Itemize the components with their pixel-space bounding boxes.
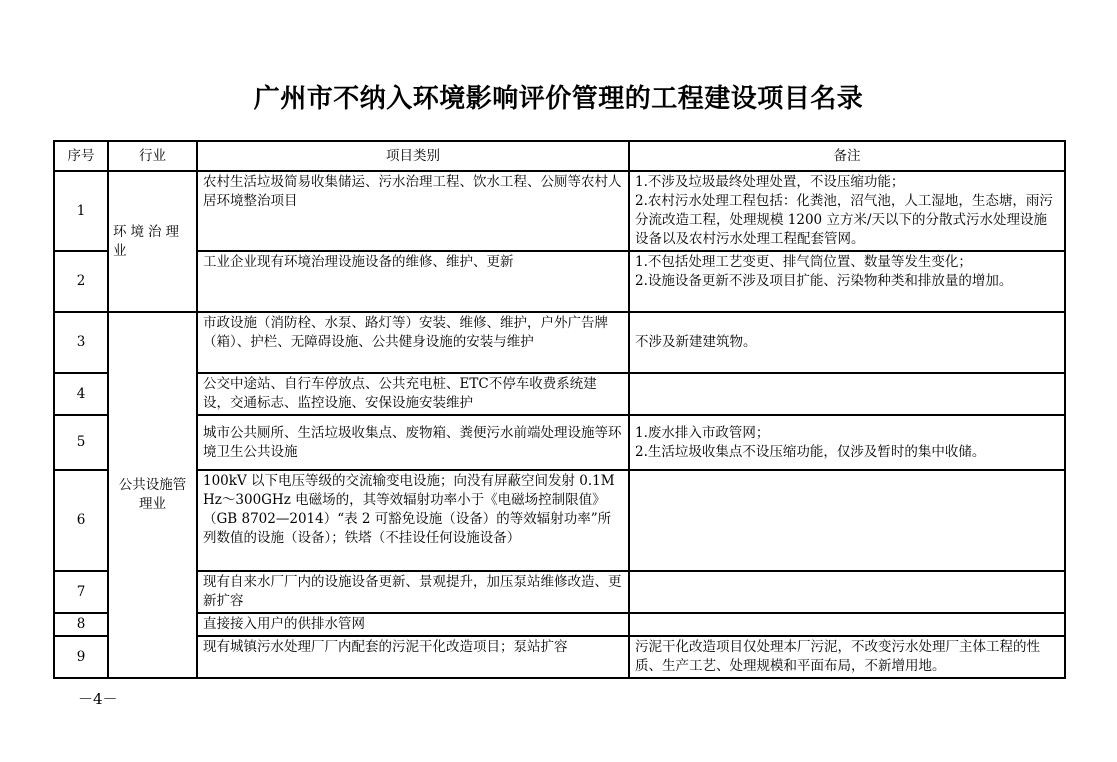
row-category: 现有自来水厂厂内的设施设备更新、景观提升，加压泵站维修改造、更新扩容 — [197, 571, 629, 613]
header-idx: 序号 — [54, 141, 108, 171]
row-category: 工业企业现有环境治理设施设备的维修、维护、更新 — [197, 251, 629, 312]
table-row — [54, 636, 1065, 678]
table-row — [54, 251, 1065, 312]
table-row — [54, 373, 1065, 415]
row-note — [629, 251, 1065, 312]
row-category: 市政设施（消防栓、水泵、路灯等）安装、维修、维护，户外广告牌（箱）、护栏、无障碍设施、公共健身设施的安装与维护 — [197, 312, 629, 373]
table-row — [54, 613, 1065, 636]
note-line: 2.生活垃圾收集点不设压缩功能，仅涉及暂时的集中收储。 — [635, 443, 986, 460]
row-note — [629, 470, 1065, 571]
note-line: 1.不涉及垃圾最终处理处置，不设压缩功能； — [635, 174, 905, 190]
table-row — [54, 312, 1065, 373]
table-header-row — [54, 141, 1065, 171]
page-title: 广州市不纳入环境影响评价管理的工程建设项目名录 — [253, 84, 864, 114]
row-category: 100kV 以下电压等级的交流输变电设施；向没有屏蔽空间发射 0.1MHz～300GHz 电磁场的，其等效辐射功率小于《电磁场控制限值》（GB 8702—2014）“表 2 可豁免设施（设备）的等效辐射功率”所列数值的设施（设备）；铁塔（不挂设任何设施设备） — [197, 470, 629, 571]
industry-public: 公共设施管理业 — [108, 312, 197, 678]
row-note — [629, 373, 1065, 415]
note-line: 1.不包括处理工艺变更、排气筒位置、数量等发生变化； — [635, 254, 972, 270]
note-line: 2.农村污水处理工程包括：化粪池，沼气池，人工湿地，生态塘，雨污分流改造工程，处理规模 1200 立方米/天以下的分散式污水处理设施设备以及农村污水处理工程配套管网。 — [635, 193, 1053, 247]
table-row — [54, 470, 1065, 571]
table-row — [54, 171, 1065, 251]
row-category: 现有城镇污水处理厂厂内配套的污泥干化改造项目；泵站扩容 — [197, 636, 629, 678]
table-row — [54, 571, 1065, 613]
page-number: －4－ — [78, 690, 118, 708]
row-idx: 7 — [54, 571, 108, 613]
row-category: 公交中途站、自行车停放点、公共充电桩、ETC不停车收费系统建设，交通标志、监控设施、安保设施安装维护 — [197, 373, 629, 415]
header-note: 备注 — [629, 141, 1065, 171]
row-idx: 8 — [54, 613, 108, 636]
row-note — [629, 571, 1065, 613]
note-line: 污泥干化改造项目仅处理本厂污泥，不改变污水处理厂主体工程的性质、生产工艺、处理规模和平面布局，不新增用地。 — [635, 639, 1040, 674]
note-line: 不涉及新建建筑物。 — [635, 334, 757, 350]
row-note — [629, 171, 1065, 251]
row-category: 直接接入用户的供排水管网 — [197, 613, 629, 636]
row-note — [629, 312, 1065, 373]
row-idx: 6 — [54, 470, 108, 571]
row-note — [629, 613, 1065, 636]
row-idx: 2 — [54, 251, 108, 312]
row-category: 农村生活垃圾简易收集储运、污水治理工程、饮水工程、公厕等农村人居环境整治项目 — [197, 171, 629, 251]
row-idx: 9 — [54, 636, 108, 678]
row-note — [629, 415, 1065, 470]
project-list-table — [53, 140, 1066, 679]
header-category: 项目类别 — [197, 141, 629, 171]
industry-env: 环境治理业 — [108, 171, 197, 312]
table-row — [54, 415, 1065, 470]
row-category: 城市公共厕所、生活垃圾收集点、废物箱、粪便污水前端处理设施等环境卫生公共设施 — [197, 415, 629, 470]
header-industry: 行业 — [108, 141, 197, 171]
row-note — [629, 636, 1065, 678]
note-line: 1.废水排入市政管网； — [635, 424, 770, 441]
note-line: 2.设施设备更新不涉及项目扩能、污染物种类和排放量的增加。 — [635, 273, 1013, 289]
row-idx: 5 — [54, 415, 108, 470]
row-idx: 3 — [54, 312, 108, 373]
row-idx: 4 — [54, 373, 108, 415]
row-idx: 1 — [54, 171, 108, 251]
